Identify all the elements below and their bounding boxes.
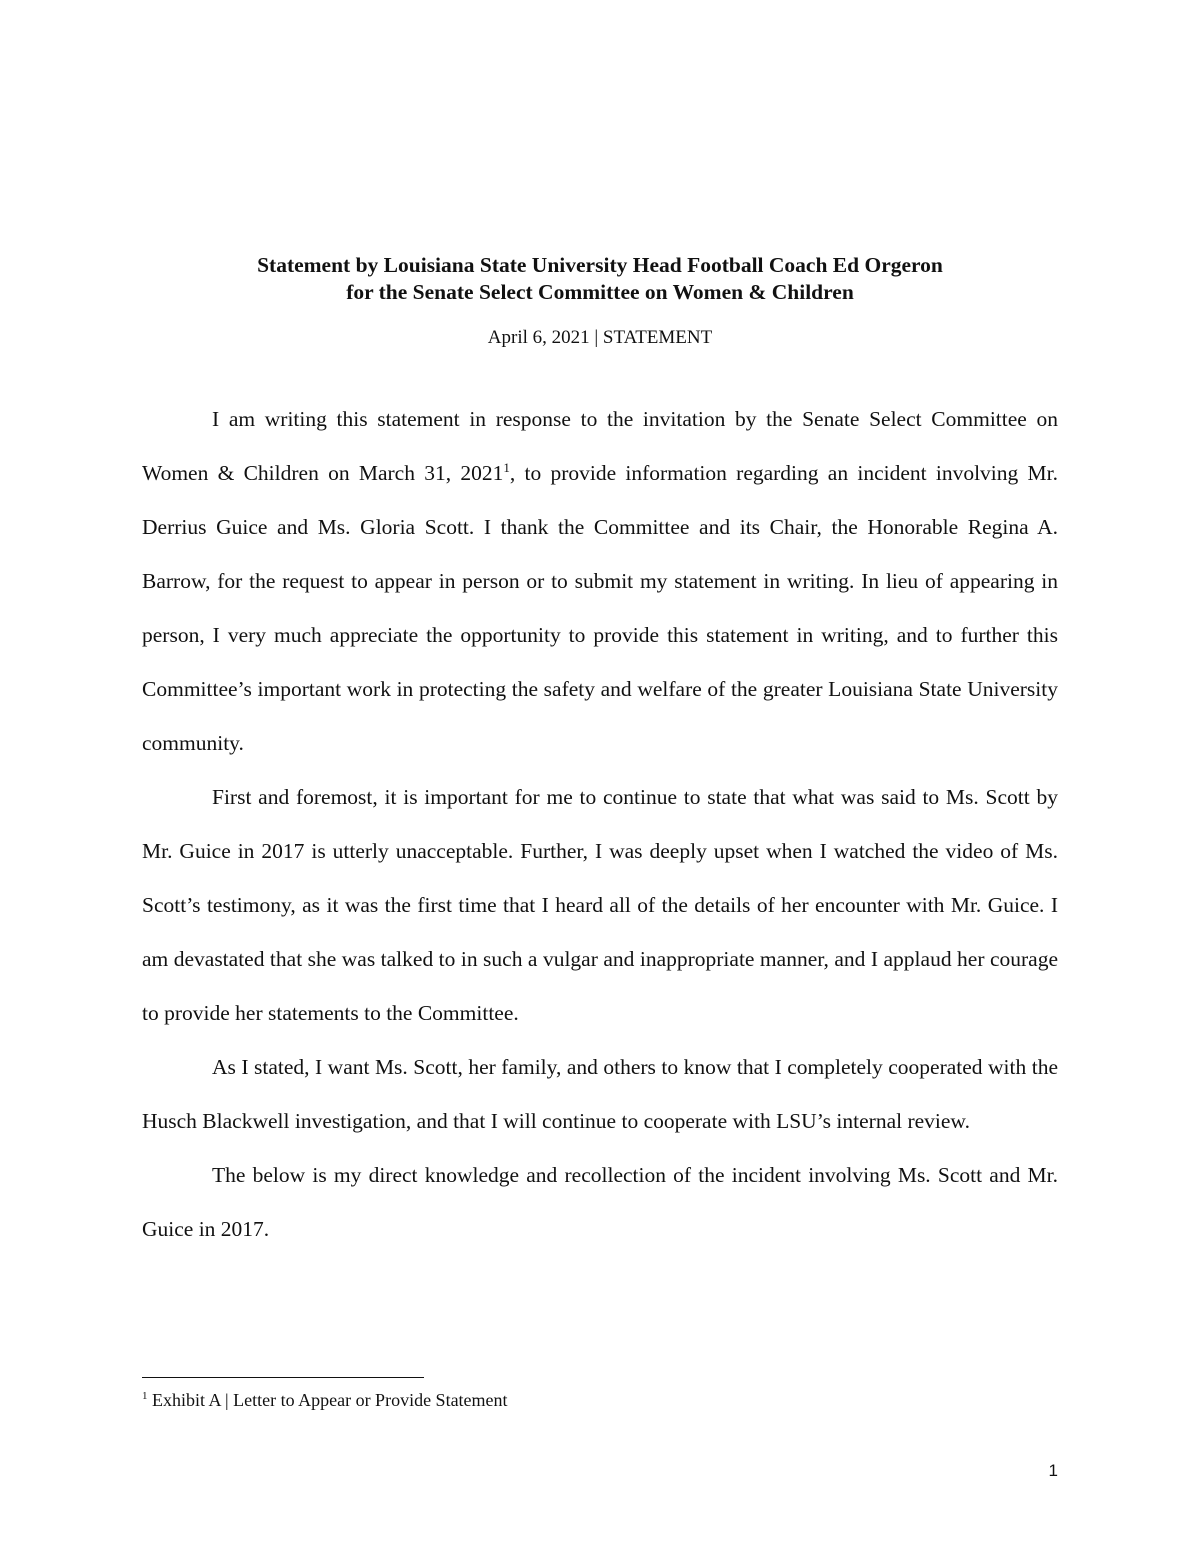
footnote-separator [142, 1377, 424, 1378]
paragraph-1-text-a: I am writing this statement in response to the invitation by the Senate Select Committee on Women & Children on March 31, 2021 [142, 407, 1058, 485]
footnote-reference: 1 [503, 459, 510, 475]
footnote-text: Exhibit A | Letter to Appear or Provide Statement [147, 1390, 508, 1410]
paragraph-3: As I stated, I want Ms. Scott, her family, and others to know that I completely cooperated with the Husch Blackwell investigation, and that I will continue to cooperate with LSU’s internal review. [142, 1055, 1058, 1133]
paragraph-1-text-b: , to provide information regarding an incident involving Mr. Derrius Guice and Ms. Gloria Scott. I thank the Committee and its Chair, the Honorable Regina A. Barrow, for the request to appear in person or to submit my statement in writing. In lieu of appearing in person, I very much appreciate the opportunity to provide this statement in writing, and to further this Committee’s important work in protecting the safety and welfare of the greater Louisiana State University community. [142, 461, 1058, 755]
document-title [0, 252, 1200, 306]
page-number: 1 [1048, 1461, 1058, 1480]
paragraph-1 [142, 392, 1058, 770]
paragraph-2: First and foremost, it is important for me to continue to state that what was said to Ms. Scott by Mr. Guice in 2017 is utterly unacceptable. Further, I was deeply upset when I watched the video of Ms. Scott’s testimony, as it was the first time that I heard all of the details of her encounter with Mr. Guice. I am devastated that she was talked to in such a vulgar and inappropriate manner, and I applaud her courage to provide her statements to the Committee. [142, 785, 1058, 1025]
statement-body [142, 392, 1058, 1256]
paragraph-4: The below is my direct knowledge and recollection of the incident involving Ms. Scott and Mr. Guice in 2017. [142, 1163, 1058, 1241]
date-subtitle: April 6, 2021 | STATEMENT [487, 327, 713, 348]
footnote [142, 1389, 508, 1411]
title-line-2: for the Senate Select Committee on Women & Children [346, 280, 854, 304]
footnote-marker: 1 [142, 1390, 148, 1402]
title-line-1: Statement by Louisiana State University Head Football Coach Ed Orgeron [257, 253, 943, 277]
